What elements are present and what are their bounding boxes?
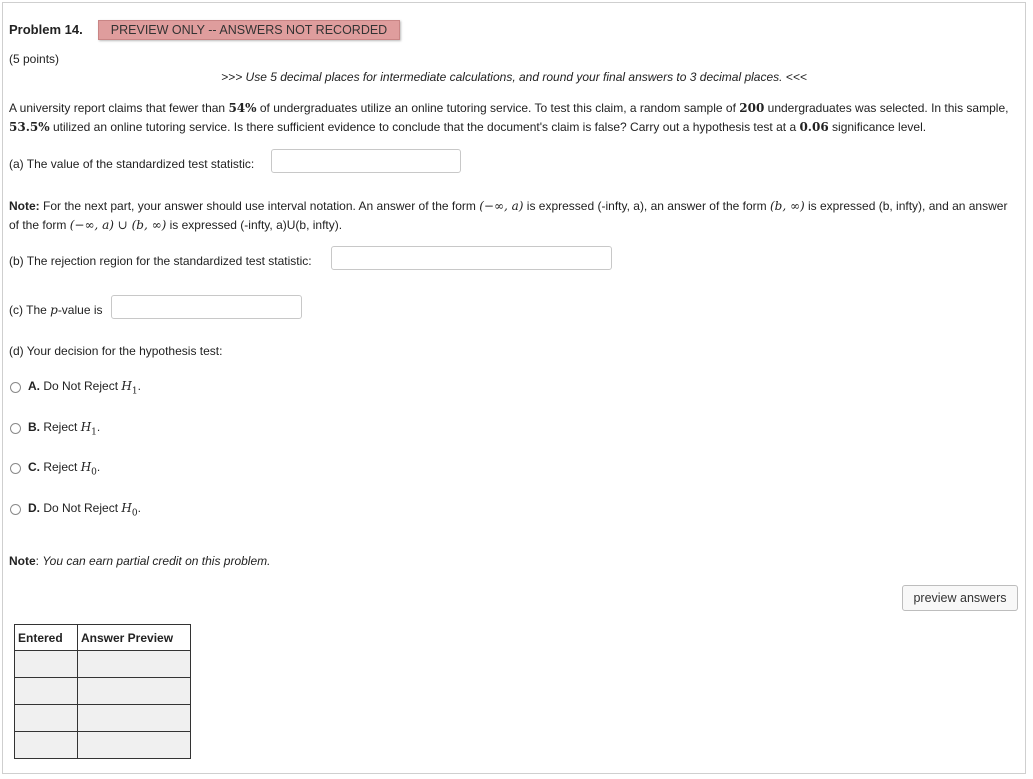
table-row <box>15 651 191 678</box>
option-a-label[interactable]: A. Do Not Reject $H_1$. <box>28 379 141 397</box>
table-row <box>15 705 191 732</box>
option-c-radio[interactable] <box>10 463 21 474</box>
significance-level: 0.06 <box>799 120 829 134</box>
part-a-label: (a) The value of the standardized test statistic: <box>9 157 255 171</box>
rejection-region-input[interactable] <box>331 246 612 270</box>
preview-answers-button[interactable]: preview answers <box>902 585 1018 611</box>
option-d-radio[interactable] <box>10 504 21 515</box>
part-c-label: (c) The p-value is <box>9 303 103 317</box>
option-b-label[interactable]: B. Reject $H_1$. <box>28 420 101 438</box>
interval-notation-note: Note: For the next part, your answer should use interval notation. An answer of the form (−∞, a) is expressed (-infty, a), an answer of the form (b, ∞) is expressed (b, infty), and an answer of the form (−∞, a) ∪ (b, ∞) is expressed (-infty, a)U(b, infty). <box>9 199 1008 232</box>
claim-percent: 54% <box>228 101 257 115</box>
part-b-label: (b) The rejection region for the standardized test statistic: <box>9 254 312 268</box>
test-statistic-input[interactable] <box>271 149 461 173</box>
answer-preview-column-header: Answer Preview <box>78 625 191 651</box>
table-row <box>15 732 191 759</box>
rounding-instructions: >>> Use 5 decimal places for intermediate calculations, and round your final answers to 3 decimal places. <<< <box>221 70 807 84</box>
p-value-input[interactable] <box>111 295 302 319</box>
option-b-radio[interactable] <box>10 423 21 434</box>
option-a-radio[interactable] <box>10 382 21 393</box>
sample-size: 200 <box>739 101 765 115</box>
sample-percent: 53.5% <box>9 120 50 134</box>
entered-column-header: Entered <box>15 625 78 651</box>
table-row <box>15 678 191 705</box>
problem-title: Problem 14. <box>9 22 83 37</box>
answer-preview-table <box>14 624 191 759</box>
points-label: (5 points) <box>9 52 60 66</box>
problem-statement: A university report claims that fewer than 54% of undergraduates utilize an online tutoring service. To test this claim, a random sample of 200 undergraduates was selected. In this sample, 53.5% utilized an online tutoring service. Is there sufficient evidence to conclude that the document's claim is false? Carry out a hypothesis test at a 0.06 significance level. <box>9 101 1009 134</box>
partial-credit-note: Note: You can earn partial credit on this problem. <box>9 554 271 568</box>
part-d-label: (d) Your decision for the hypothesis test: <box>9 344 223 358</box>
preview-only-badge: PREVIEW ONLY -- ANSWERS NOT RECORDED <box>98 20 400 40</box>
option-d-label[interactable]: D. Do Not Reject $H_0$. <box>28 501 141 519</box>
option-c-label[interactable]: C. Reject $H_0$. <box>28 460 101 478</box>
